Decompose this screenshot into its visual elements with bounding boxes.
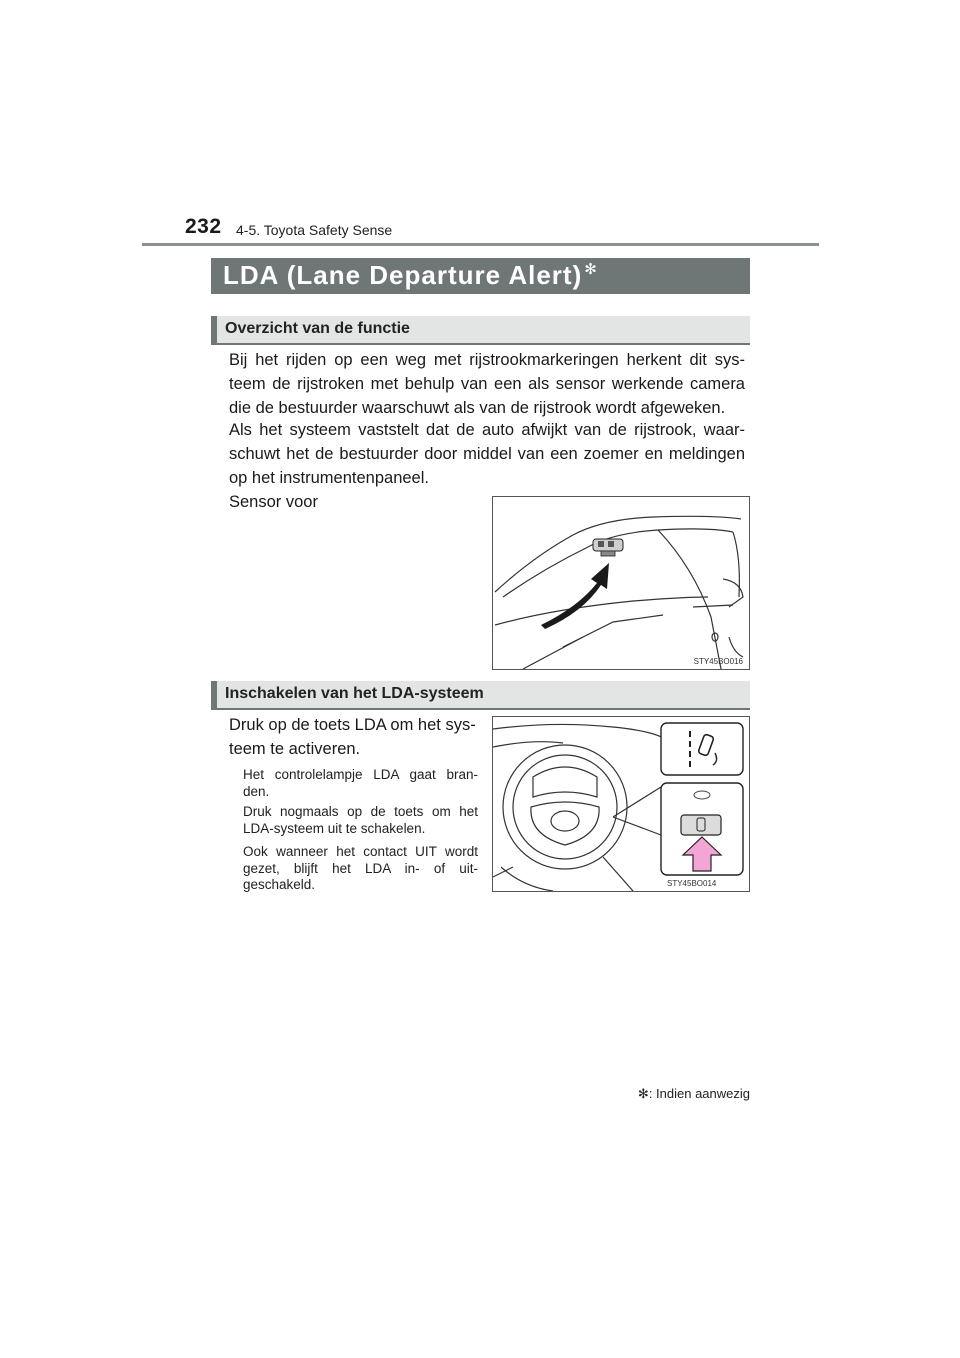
overview-heading-text: Overzicht van de functie [225,320,410,337]
figure-code: STY45BO014 [667,879,717,888]
activation-paragraph: Druk op de toets LDA om het sys- teem te activeren. [229,716,476,758]
pointer-arrow-icon [541,563,609,629]
lda-indicator-callout [661,723,743,775]
overview-paragraph-1: Bij het rijden op een weg met rijstrookmarkeringen herkent dit sys- teem de rijstroken met behulp van een als sensor werkende camera die de bestuurder waarschuwt als van de rijstrook wordt afgeweken. [229,351,745,417]
note-ignition-off: Ook wanneer het contact UIT wordt gezet, blijft het LDA in- of uit- geschakeld. [243,844,478,892]
overview-paragraph-2: Als het systeem vaststelt dat de auto afwijkt van de rijstrook, waar- schuwt het de bestuurder door middel van een zoemer en meldingen op het instrumentenpaneel. [229,421,745,487]
activation-heading [211,681,750,709]
header-rule [142,243,819,246]
figure-code: STY45BO016 [693,657,743,666]
windshield-illustration [493,497,749,669]
activation-heading-rule [211,708,750,710]
page-title-text: LDA (Lane Departure Alert) [223,260,583,290]
title-bar [211,258,750,294]
footnote: ✻: Indien aanwezig [637,1086,750,1101]
steering-wheel-illustration [493,717,749,891]
page-title [223,260,598,291]
switch-figure [492,716,750,892]
activation-heading-text: Inschakelen van het LDA-systeem [225,685,484,702]
availability-marker: ✻ [584,261,598,279]
page-number: 232 [185,215,222,238]
camera-sensor-icon [593,539,623,556]
note-toggle-off: Druk nogmaals op de toets om het LDA-systeem uit te schakelen. [243,804,478,836]
section-label: 4-5. Toyota Safety Sense [236,222,393,238]
note-indicator: Het controlelampje LDA gaat bran- den. [243,767,478,799]
sensor-label: Sensor voor [229,493,318,511]
sensor-figure [492,496,750,670]
overview-heading [211,316,750,344]
overview-heading-rule [211,343,750,345]
lda-switch-callout [661,783,743,875]
